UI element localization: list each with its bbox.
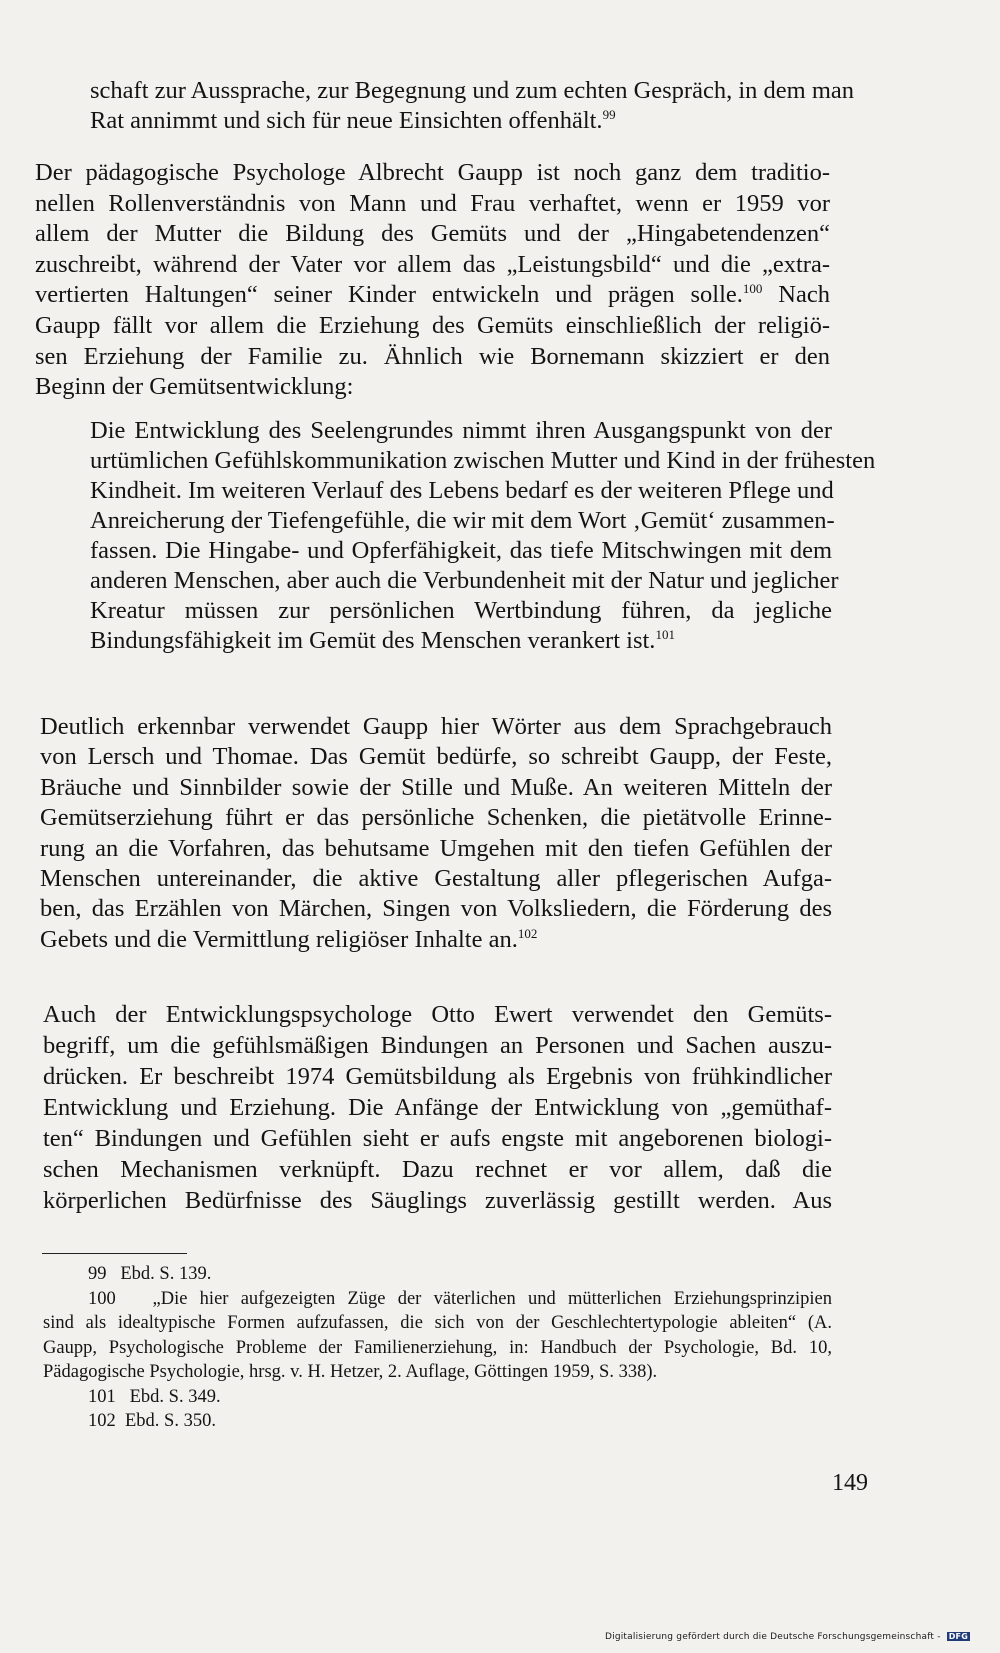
text-line xyxy=(90,106,832,136)
text-line xyxy=(43,1124,832,1154)
text-line xyxy=(43,1093,832,1123)
text-line xyxy=(90,596,832,626)
footnote-divider xyxy=(42,1253,187,1254)
text-line xyxy=(35,372,830,402)
line-text-after-marker: Nach xyxy=(762,281,830,309)
line-text: Kreatur müssen zur persönlichen Wertbindung führen, da jegliche xyxy=(90,597,832,624)
line-text: schaft zur Aussprache, zur Begegnung und zum echten Gespräch, in dem man xyxy=(90,77,855,104)
line-text: sen Erziehung der Familie zu. Ähnlich wie Bornemann skizziert er den xyxy=(35,342,830,370)
text-line xyxy=(90,626,832,656)
text-line xyxy=(35,311,830,341)
line-text: Kindheit. Im weiteren Verlauf des Lebens bedarf es der weiteren Pflege und xyxy=(90,477,834,504)
footnote-marker[interactable]: 99 xyxy=(602,107,616,122)
line-text: Bräuche und Sinnbilder sowie der Stille und Muße. An weiteren Mitteln der xyxy=(40,773,832,801)
line-text: schen Mechanismen verknüpft. Dazu rechnet er vor allem, daß die xyxy=(43,1156,832,1183)
line-text: ben, das Erzählen von Märchen, Singen von Volksliedern, die Förderung des xyxy=(40,895,832,923)
line-text: Rat annimmt und sich für neue Einsichten offenhält. xyxy=(90,107,603,134)
footnote-marker[interactable]: 102 xyxy=(517,925,538,941)
line-text: Anreicherung der Tiefengefühle, die wir mit dem Wort ‚Gemüt‘ zusammen- xyxy=(90,507,835,534)
footnote-line: 100 „Die hier aufgezeigten Züge der väterlichen und mütterlichen Erziehungsprinzipien xyxy=(88,1288,832,1309)
text-line xyxy=(40,925,832,955)
line-text: ten“ Bindungen und Gefühlen sieht er aufs engste mit angeborenen biologi- xyxy=(43,1125,832,1152)
footnote-line: sind als idealtypische Formen aufzufassen, die sich von der Geschlechtertypologie ableiten“ (A. xyxy=(43,1313,832,1333)
line-text: Gebets und die Vermittlung religiöser Inhalte an. xyxy=(40,925,518,953)
text-line xyxy=(40,742,832,772)
text-line xyxy=(90,446,876,476)
line-text: zuschreibt, während der Vater vor allem das „Leistungsbild“ und die „extra- xyxy=(35,250,830,278)
line-text: vertierten Haltungen“ seiner Kinder entwickeln und prägen solle. xyxy=(35,281,743,309)
footnote-line: Gaupp, Psychologische Probleme der Familienerziehung, in: Handbuch der Psychologie, Bd. 10, xyxy=(43,1337,832,1358)
text-line xyxy=(35,280,830,310)
footnote-line: Pädagogische Psychologie, hrsg. v. H. Hetzer, 2. Auflage, Göttingen 1959, S. 338). xyxy=(43,1362,658,1382)
text-line xyxy=(35,158,830,188)
line-text: Auch der Entwicklungspsychologe Otto Ewert verwendet den Gemüts- xyxy=(43,1001,832,1028)
line-text: fassen. Die Hingabe- und Opferfähigkeit, das tiefe Mitschwingen mit dem xyxy=(90,537,832,564)
text-line xyxy=(40,712,832,742)
line-text: Die Entwicklung des Seelengrundes nimmt ihren Ausgangspunkt von der xyxy=(90,417,832,444)
footnote-line: 101 Ebd. S. 349. xyxy=(88,1386,221,1407)
line-text: urtümlichen Gefühlskommunikation zwischen Mutter und Kind in der frühesten xyxy=(90,447,876,474)
text-line xyxy=(90,476,832,506)
text-line xyxy=(35,219,830,249)
line-text: drücken. Er beschreibt 1974 Gemütsbildung als Ergebnis von frühkindlicher xyxy=(43,1063,832,1090)
text-line xyxy=(43,1186,832,1216)
text-line xyxy=(90,76,855,106)
text-line xyxy=(40,864,832,894)
dfg-logo: DFG xyxy=(948,1632,968,1641)
text-line xyxy=(43,1031,832,1061)
text-line xyxy=(40,834,832,864)
footer-text: Digitalisierung gefördert durch die Deutsche Forschungsgemeinschaft - xyxy=(604,1632,941,1642)
text-line xyxy=(35,189,830,219)
line-text: von Lersch und Thomae. Das Gemüt bedürfe, so schreibt Gaupp, der Feste, xyxy=(40,743,832,771)
text-line xyxy=(40,803,832,833)
text-line xyxy=(35,250,830,280)
line-text: anderen Menschen, aber auch die Verbundenheit mit der Natur und jeglicher xyxy=(90,567,839,594)
line-text: rung an die Vorfahren, das behutsame Umgehen mit den tiefen Gefühlen der xyxy=(40,834,832,862)
text-line xyxy=(90,536,832,566)
text-line xyxy=(90,506,835,536)
line-text: Gemütserziehung führt er das persönliche Schenken, die pietätvolle Erinne- xyxy=(40,804,832,832)
text-line xyxy=(43,1155,832,1185)
line-text: körperlichen Bedürfnisse des Säuglings zuverlässig gestillt werden. Aus xyxy=(43,1187,832,1214)
text-line xyxy=(90,416,832,446)
page-number: 149 xyxy=(832,1470,868,1496)
footnote-marker[interactable]: 100 xyxy=(742,281,763,297)
line-text: Beginn der Gemütsentwicklung: xyxy=(35,373,354,401)
text-line xyxy=(40,773,832,803)
text-line xyxy=(35,342,830,372)
line-text: Bindungsfähigkeit im Gemüt des Menschen verankert ist. xyxy=(90,627,656,654)
footnote-line: 102 Ebd. S. 350. xyxy=(88,1411,216,1431)
footnote-line: 99 Ebd. S. 139. xyxy=(88,1264,212,1284)
line-text: allem der Mutter die Bildung des Gemüts und der „Hingabetendenzen“ xyxy=(35,220,830,248)
text-line xyxy=(40,894,832,924)
line-text: Menschen untereinander, die aktive Gestaltung aller pflegerischen Aufga- xyxy=(40,865,832,892)
footnote-marker[interactable]: 101 xyxy=(655,627,675,642)
text-line xyxy=(43,1000,832,1030)
line-text: Der pädagogische Psychologe Albrecht Gaupp ist noch ganz dem traditio- xyxy=(35,159,830,186)
dfg-footer xyxy=(605,1632,970,1642)
line-text: Entwicklung und Erziehung. Die Anfänge der Entwicklung von „gemüthaf- xyxy=(43,1094,832,1121)
line-text: begriff, um die gefühlsmäßigen Bindungen an Personen und Sachen auszu- xyxy=(43,1032,832,1059)
text-line xyxy=(90,566,839,596)
line-text: Deutlich erkennbar verwendet Gaupp hier Wörter aus dem Sprachgebrauch xyxy=(40,713,832,740)
line-text: nellen Rollenverständnis von Mann und Frau verhaftet, wenn er 1959 vor xyxy=(35,189,830,217)
line-text: Gaupp fällt vor allem die Erziehung des Gemüts einschließlich der religiö- xyxy=(35,312,830,339)
text-line xyxy=(43,1062,832,1092)
